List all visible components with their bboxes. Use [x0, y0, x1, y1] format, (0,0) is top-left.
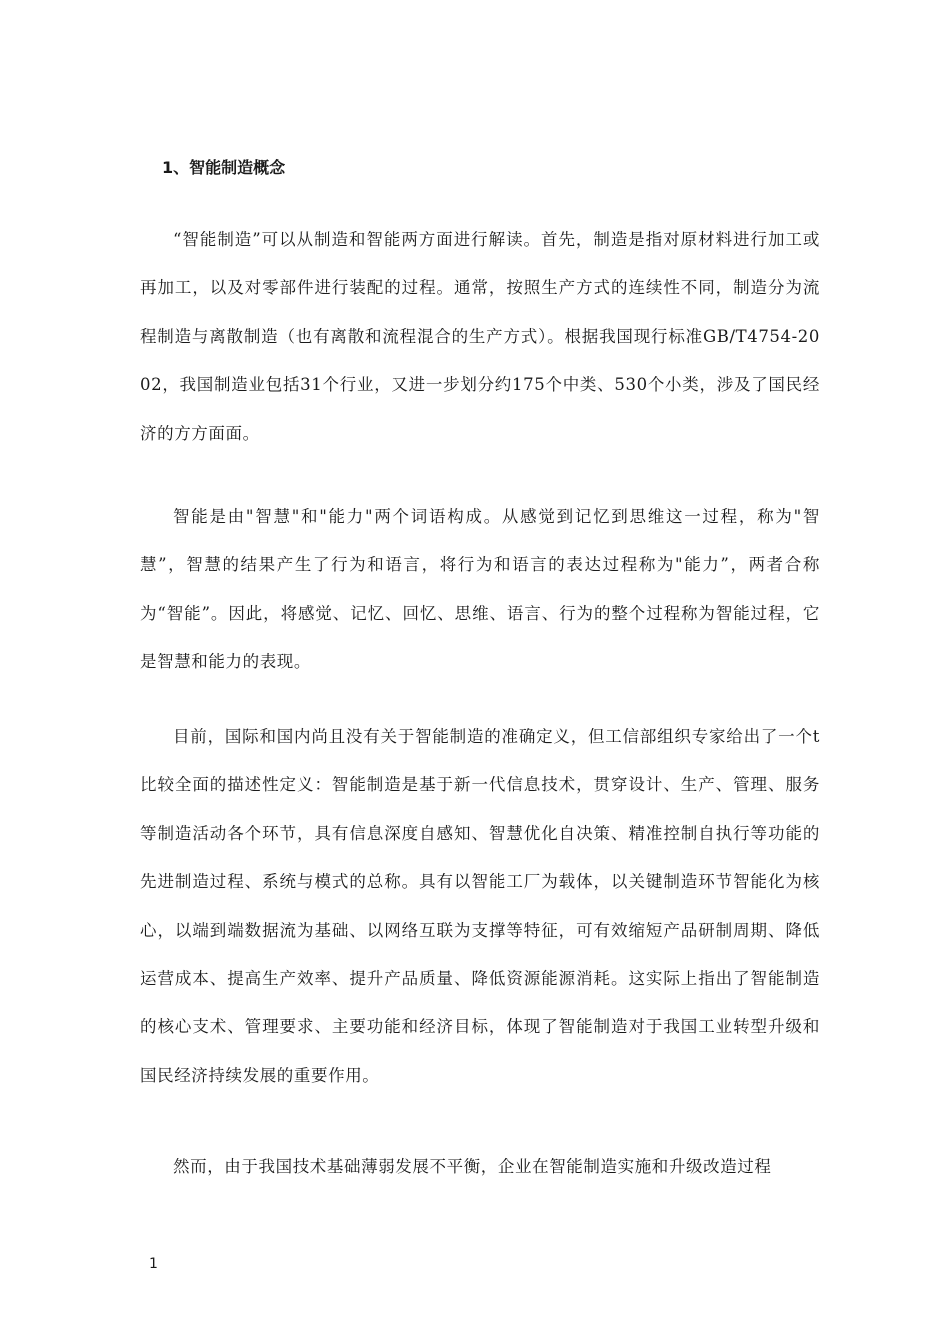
page-number: 1 — [149, 1256, 158, 1272]
paragraph-intelligence: 智能是由"智慧"和"能力"两个词语构成。从感觉到记忆到思维这一过程，称为"智慧”，智慧的结果产生了行为和语言，将行为和语言的表达过程称为"能力”，两者合称为“智能”。因此，将感觉、记忆、回忆、思维、语言、行为的整个过程称为智能过程，它是智慧和能力的表现。 — [140, 507, 820, 672]
paragraph-however: 然而，由于我国技术基础薄弱发展不平衡，企业在智能制造实施和升级改造过程 — [173, 1157, 772, 1176]
paragraph-official-definition: 目前，国际和国内尚且没有关于智能制造的准确定义，但工信部组织专家给出了一个t比较全面的描述性定义：智能制造是基于新一代信息技术，贯穿设计、生产、管理、服务等制造活动各个环节，具有信息深度自感知、智慧优化自决策、精准控制自执行等功能的先进制造过程、系统与模式的总称。具有以智能工厂为载体，以关键制造环节智能化为核心，以端到端数据流为基础、以网络互联为支撑等特征，可有效缩短产品研制周期、降低运营成本、提高生产效率、提升产品质量、降低资源能源消耗。这实际上指出了智能制造的核心支术、管理要求、主要功能和经济目标，体现了智能制造对于我国工业转型升级和国民经济持续发展的重要作用。 — [140, 727, 820, 1085]
paragraph-definition: “智能制造”可以从制造和智能两方面进行解读。首先，制造是指对原材料进行加工或再加工，以及对零部件进行装配的过程。通常，按照生产方式的连续性不同，制造分为流程制造与离散制造（也有离散和流程混合的生产方式）。根据我国现行标准GB/T4754-2002，我国制造业包括31个行业，又进一步划分约175个中类、530个小类，涉及了国民经济的方方面面。 — [140, 230, 820, 443]
section-heading: 1、智能制造概念 — [162, 158, 286, 177]
